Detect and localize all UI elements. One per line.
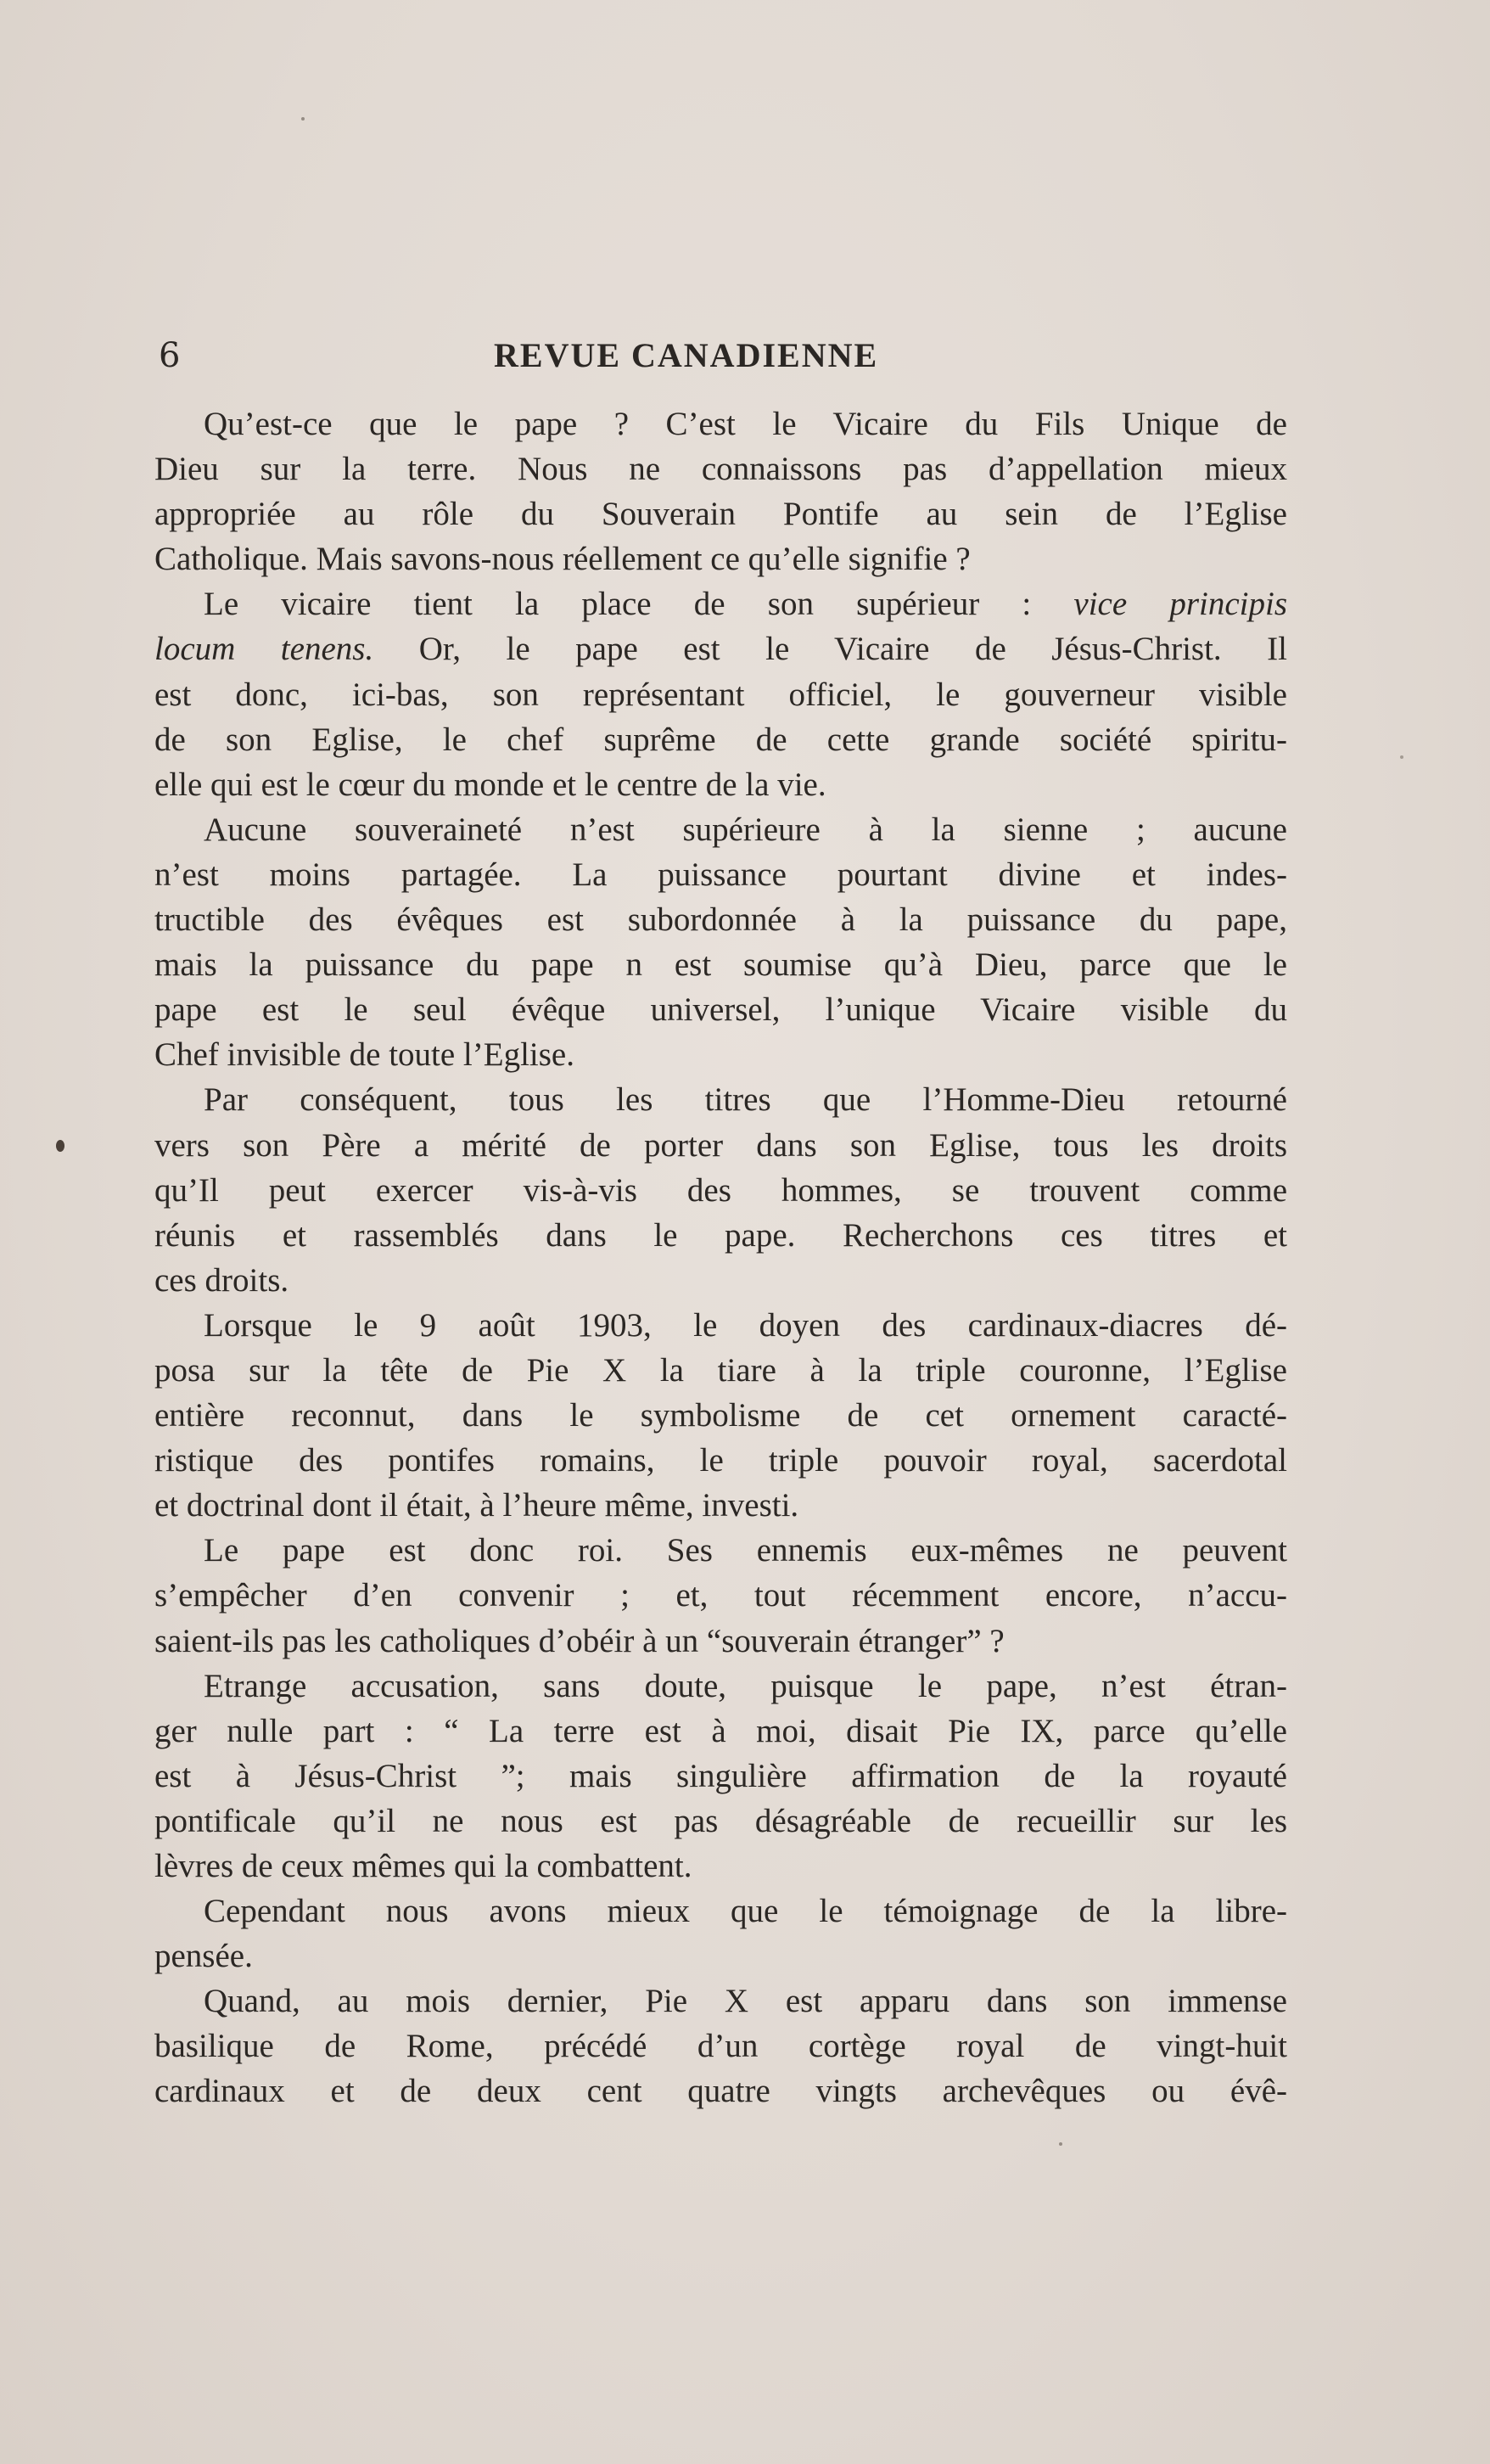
text-line bbox=[154, 1303, 1287, 1348]
text-line bbox=[154, 626, 1287, 671]
line-text: Chef invisible de toute l’Eglise. bbox=[154, 1036, 574, 1074]
line-text: de son Eglise, le chef suprême de cette grande société spiritu- bbox=[154, 721, 1287, 758]
italic-phrase: locum tenens. bbox=[154, 631, 374, 668]
line-text: Quand, au mois dernier, Pie X est apparu dans son immense bbox=[204, 1983, 1287, 2020]
line-text: Catholique. Mais savons-nous réellement ce qu’elle signifie ? bbox=[154, 541, 971, 578]
text-line bbox=[154, 1123, 1287, 1168]
text-line bbox=[154, 1528, 1287, 1573]
line-text: Aucune souveraineté n’est supérieure à la sienne ; aucune bbox=[204, 811, 1287, 848]
text-line bbox=[154, 1213, 1287, 1258]
text-line bbox=[154, 942, 1287, 987]
text-line bbox=[154, 1483, 1287, 1528]
line-text: elle qui est le cœur du monde et le centre de la vie. bbox=[154, 766, 826, 803]
text-line bbox=[154, 1348, 1287, 1393]
text-line bbox=[154, 717, 1287, 762]
line-text: réunis et rassemblés dans le pape. Recherchons ces titres et bbox=[154, 1216, 1287, 1254]
text-line bbox=[154, 1032, 1287, 1077]
text-line bbox=[154, 1709, 1287, 1754]
line-text: Cependant nous avons mieux que le témoignage de la libre- bbox=[204, 1893, 1287, 1930]
scan-speck bbox=[1059, 2142, 1062, 2146]
line-text: Dieu sur la terre. Nous ne connaissons pas d’appellation mieux bbox=[154, 451, 1287, 488]
text-line bbox=[154, 2068, 1287, 2113]
line-text: Etrange accusation, sans doute, puisque le pape, n’est étran- bbox=[204, 1667, 1287, 1704]
line-text: pensée. bbox=[154, 1938, 253, 1975]
line-text: appropriée au rôle du Souverain Pontife au sein de l’Eglise bbox=[154, 496, 1287, 533]
line-text: pape est le seul évêque universel, l’unique Vicaire visible du bbox=[154, 991, 1287, 1029]
line-text: saient-ils pas les catholiques d’obéir à un “souverain étranger” ? bbox=[154, 1622, 1005, 1659]
line-text: est donc, ici-bas, son représentant officiel, le gouverneur visible bbox=[154, 676, 1287, 713]
line-text: s’empêcher d’en convenir ; et, tout récemment encore, n’accu- bbox=[154, 1577, 1287, 1614]
text-line bbox=[154, 1168, 1287, 1213]
italic-phrase: vice principis bbox=[1073, 586, 1287, 623]
running-head-title: REVUE CANADIENNE bbox=[494, 336, 879, 374]
text-line bbox=[154, 987, 1287, 1032]
text-line bbox=[154, 762, 1287, 807]
line-text: ger nulle part : “ La terre est à moi, disait Pie IX, parce qu’elle bbox=[154, 1712, 1287, 1749]
text-line bbox=[154, 1799, 1287, 1844]
text-line bbox=[154, 1573, 1287, 1618]
page-header bbox=[159, 326, 1283, 385]
text-line bbox=[154, 536, 1287, 581]
text-line bbox=[154, 1393, 1287, 1438]
text-line bbox=[154, 581, 1287, 626]
text-line bbox=[154, 446, 1287, 491]
article-body bbox=[154, 401, 1287, 2114]
text-line bbox=[154, 1438, 1287, 1483]
scan-speck bbox=[301, 117, 305, 121]
text-line bbox=[154, 2023, 1287, 2068]
line-text: ces droits. bbox=[154, 1261, 289, 1299]
line-text: qu’Il peut exercer vis-à-vis des hommes, se trouvent comme bbox=[154, 1171, 1287, 1209]
line-text: cardinaux et de deux cent quatre vingts archevêques ou évê- bbox=[154, 2073, 1287, 2110]
scan-speck bbox=[1400, 755, 1403, 759]
line-text: posa sur la tête de Pie X la tiare à la triple couronne, l’Eglise bbox=[154, 1351, 1287, 1389]
scan-speck bbox=[56, 1140, 64, 1152]
line-text: mais la puissance du pape n est soumise qu’à Dieu, parce que le bbox=[154, 946, 1287, 984]
line-text: est à Jésus-Christ ”; mais singulière affirmation de la royauté bbox=[154, 1757, 1287, 1794]
text-line bbox=[154, 807, 1287, 852]
text-line bbox=[154, 1934, 1287, 1978]
line-text: lèvres de ceux mêmes qui la combattent. bbox=[154, 1848, 692, 1884]
line-text: Le vicaire tient la place de son supérieur : bbox=[204, 586, 1032, 623]
line-text: vers son Père a mérité de porter dans son Eglise, tous les droits bbox=[154, 1126, 1287, 1164]
line-text: entière reconnut, dans le symbolisme de cet ornement caracté- bbox=[154, 1397, 1287, 1434]
text-line bbox=[154, 1619, 1287, 1664]
text-line bbox=[154, 852, 1287, 897]
text-line bbox=[154, 1844, 1287, 1889]
line-text: ristique des pontifes romains, le triple pouvoir royal, sacerdotal bbox=[154, 1442, 1287, 1479]
line-text: tructible des évêques est subordonnée à la puissance du pape, bbox=[154, 901, 1287, 939]
line-text: Or, le pape est le Vicaire de Jésus-Christ. Il bbox=[373, 631, 1288, 668]
text-line bbox=[154, 1077, 1287, 1122]
page-number: 6 bbox=[159, 336, 181, 375]
text-line bbox=[154, 1978, 1287, 2023]
line-text: Qu’est-ce que le pape ? C’est le Vicaire du Fils Unique de bbox=[204, 406, 1287, 442]
text-line bbox=[154, 491, 1287, 536]
text-line bbox=[154, 1754, 1287, 1799]
line-text: et doctrinal dont il était, à l’heure même, investi. bbox=[154, 1487, 799, 1524]
text-line bbox=[154, 1889, 1287, 1934]
text-line bbox=[154, 1258, 1287, 1303]
text-line bbox=[154, 672, 1287, 717]
line-text: Le pape est donc roi. Ses ennemis eux-mêmes ne peuvent bbox=[204, 1532, 1287, 1569]
line-text: n’est moins partagée. La puissance pourtant divine et indes- bbox=[154, 856, 1287, 893]
text-line bbox=[154, 897, 1287, 942]
text-line bbox=[154, 401, 1287, 446]
line-text: pontificale qu’il ne nous est pas désagréable de recueillir sur les bbox=[154, 1802, 1287, 1839]
text-line bbox=[154, 1664, 1287, 1709]
line-text: Par conséquent, tous les titres que l’Homme-Dieu retourné bbox=[204, 1081, 1287, 1119]
line-text: basilique de Rome, précédé d’un cortège royal de vingt-huit bbox=[154, 2028, 1287, 2065]
line-text: Lorsque le 9 août 1903, le doyen des cardinaux-diacres dé- bbox=[204, 1306, 1287, 1344]
